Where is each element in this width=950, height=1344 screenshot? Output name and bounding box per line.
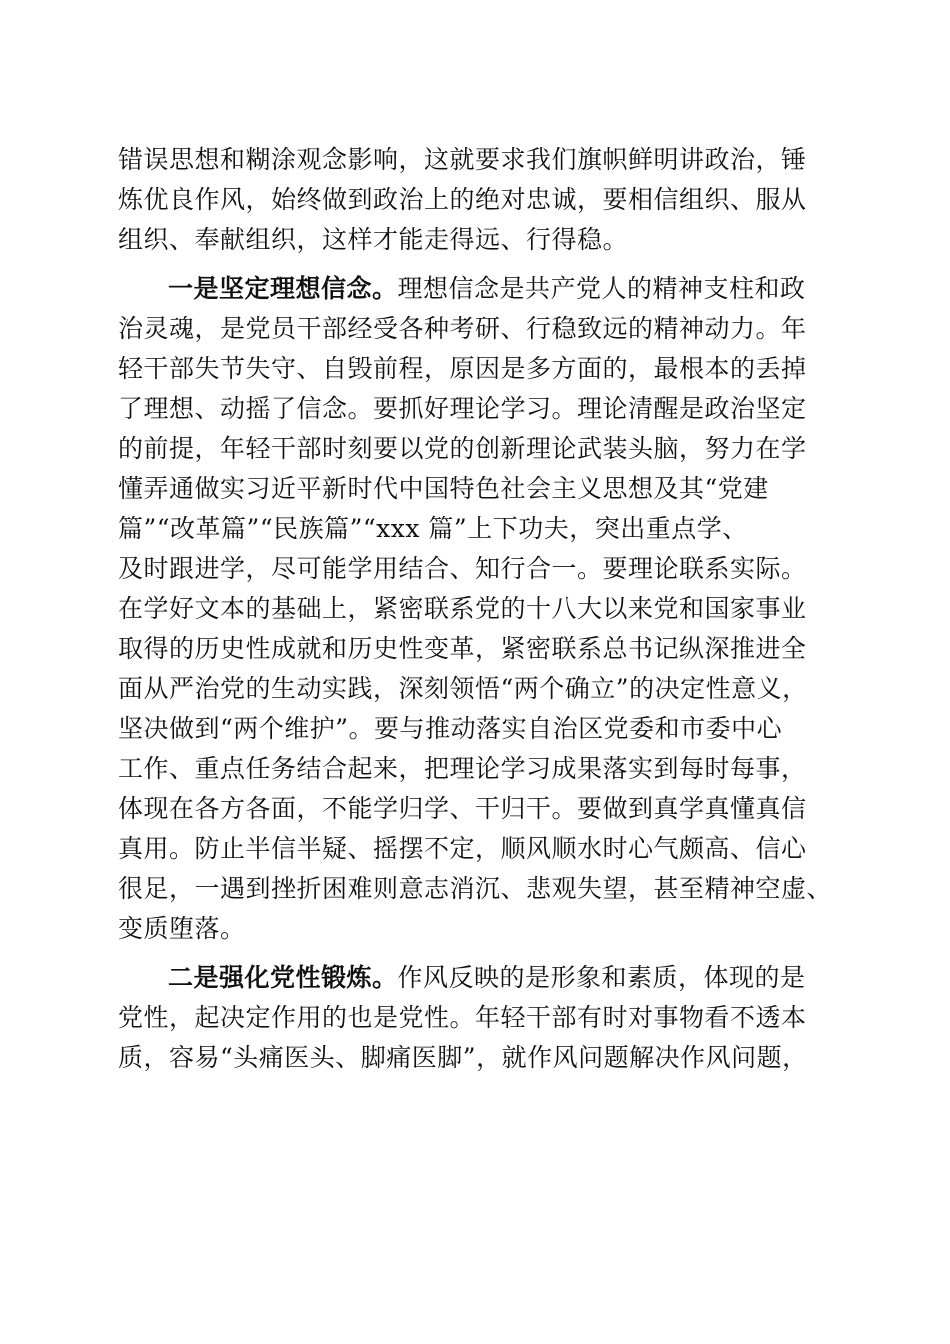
text-line: 错误思想和糊涂观念影响，这就要求我们旗帜鲜明讲政治，锤 bbox=[118, 145, 807, 174]
text-line: 很足，一遇到挫折困难则意志消沉、悲观失望，甚至精神空虚、 bbox=[118, 874, 833, 903]
text-line: 篇”“改革篇”“民族篇”“xxx 篇”上下功夫，突出重点学、 bbox=[118, 514, 748, 543]
paragraph-ideals-belief bbox=[118, 269, 838, 949]
paragraph-first-line bbox=[118, 958, 838, 998]
text-line: 及时跟进学，尽可能学用结合、知行合一。要理论联系实际。 bbox=[118, 554, 807, 583]
text-run: 作风反映的是形象和素质，体现的是 bbox=[397, 963, 806, 992]
text-line: 了理想、动摇了信念。要抓好理论学习。理论清醒是政治坚定 bbox=[118, 394, 807, 423]
text-line: 治灵魂，是党员干部经受各种考研、行稳致远的精神动力。年 bbox=[118, 314, 807, 343]
paragraph-party-spirit bbox=[118, 958, 838, 1078]
text-line: 在学好文本的基础上，紧密联系党的十八大以来党和国家事业 bbox=[118, 594, 807, 623]
text-line: 轻干部失节失守、自毁前程，原因是多方面的，最根本的丢掉 bbox=[118, 354, 807, 383]
paragraph-heading: 二是强化党性锻炼。 bbox=[168, 963, 398, 992]
paragraph-first-line bbox=[118, 269, 838, 309]
text-line: 组织、奉献组织，这样才能走得远、行得稳。 bbox=[118, 225, 629, 254]
text-line: 面从严治党的生动实践，深刻领悟“两个确立”的决定性意义， bbox=[118, 674, 808, 703]
text-line: 炼优良作风，始终做到政治上的绝对忠诚，要相信组织、服从 bbox=[118, 185, 807, 214]
text-line: 坚决做到“两个维护”。要与推动落实自治区党委和市委中心 bbox=[118, 714, 783, 743]
text-line: 体现在各方各面，不能学归学、干归干。要做到真学真懂真信 bbox=[118, 794, 807, 823]
text-line: 变质堕落。 bbox=[118, 914, 246, 943]
document-body bbox=[118, 140, 838, 1078]
text-line: 党性，起决定作用的也是党性。年轻干部有时对事物看不透本 bbox=[118, 1003, 807, 1032]
text-line: 取得的历史性成就和历史性变革，紧密联系总书记纵深推进全 bbox=[118, 634, 807, 663]
text-run: 理想信念是共产党人的精神支柱和政 bbox=[397, 274, 806, 303]
text-line: 工作、重点任务结合起来，把理论学习成果落实到每时每事， bbox=[118, 754, 807, 783]
text-line: 懂弄通做实习近平新时代中国特色社会主义思想及其“党建 bbox=[118, 474, 769, 503]
text-line: 的前提，年轻干部时刻要以党的创新理论武装头脑，努力在学 bbox=[118, 434, 807, 463]
text-line: 真用。防止半信半疑、摇摆不定，顺风顺水时心气颇高、信心 bbox=[118, 834, 807, 863]
paragraph-continuation bbox=[118, 140, 838, 260]
paragraph-heading: 一是坚定理想信念。 bbox=[168, 274, 398, 303]
text-line: 质，容易“头痛医头、脚痛医脚”，就作风问题解决作风问题， bbox=[118, 1043, 808, 1072]
